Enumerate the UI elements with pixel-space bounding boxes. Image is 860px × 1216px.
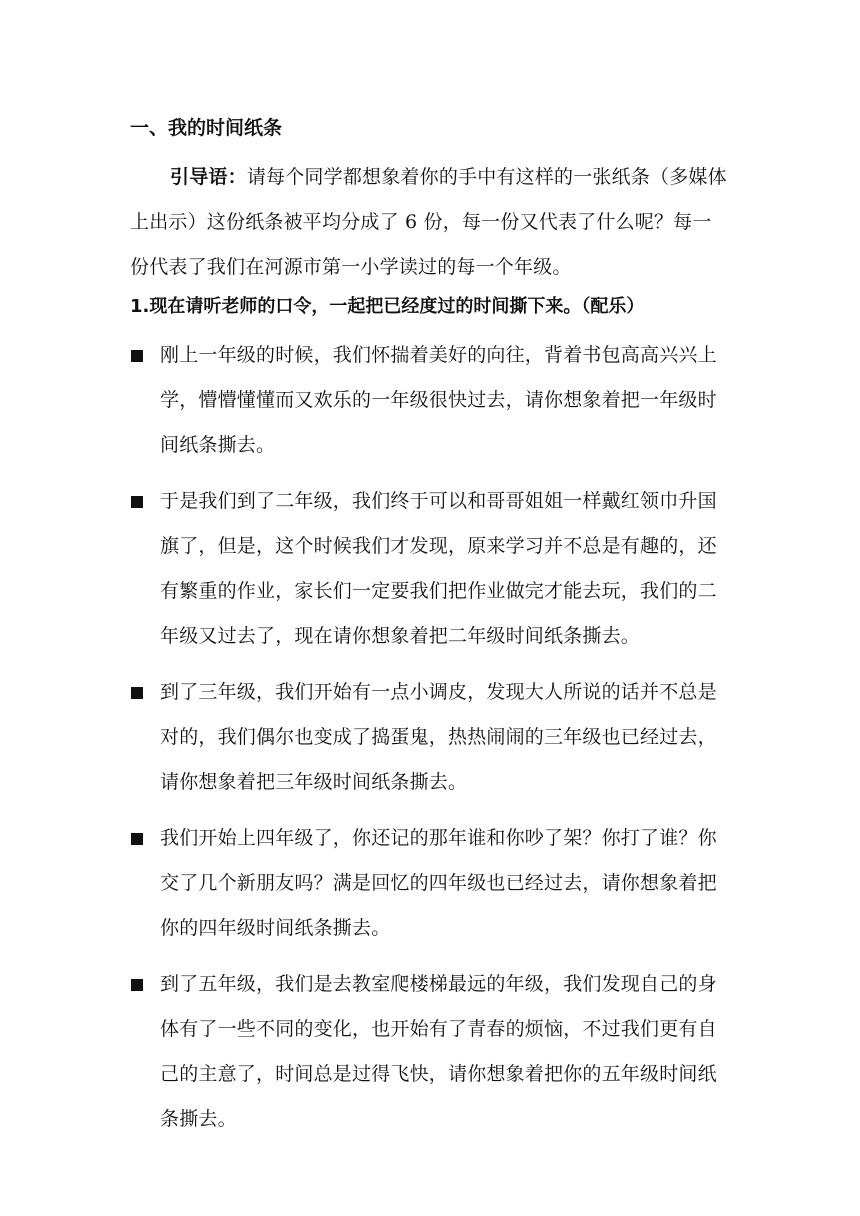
step-heading: 1.现在请听老师的口令，一起把已经度过的时间撕下来。（配乐）	[130, 296, 645, 317]
intro-paragraph	[130, 155, 730, 290]
list-item	[130, 962, 730, 1142]
square-bullet-icon	[131, 979, 143, 991]
square-bullet-icon	[131, 496, 143, 508]
square-bullet-icon	[131, 687, 143, 699]
list-item	[130, 479, 730, 659]
list-item	[130, 333, 730, 468]
intro-text: 请每个同学都想象着你的手中有这样的一张纸条（多媒体上出示）这份纸条被平均分成了 6 份，每一份又代表了什么呢？每一份代表了我们在河源市第一小学读过的每一个年级。	[130, 166, 727, 278]
square-bullet-icon	[131, 350, 143, 362]
bullet-list	[130, 333, 730, 1153]
list-item-text: 刚上一年级的时候，我们怀揣着美好的向往，背着书包高高兴兴上学，懵懵懂懂而又欢乐的一年级很快过去，请你想象着把一年级时间纸条撕去。	[160, 344, 717, 456]
list-item-text: 我们开始上四年级了，你还记的那年谁和你吵了架？你打了谁？你交了几个新朋友吗？满是回忆的四年级也已经过去，请你想象着把你的四年级时间纸条撕去。	[160, 827, 717, 939]
list-item-text: 到了三年级，我们开始有一点小调皮，发现大人所说的话并不总是对的，我们偶尔也变成了捣蛋鬼，热热闹闹的三年级也已经过去，请你想象着把三年级时间纸条撕去。	[160, 681, 717, 793]
list-item-text: 于是我们到了二年级，我们终于可以和哥哥姐姐一样戴红领巾升国旗了，但是，这个时候我们才发现，原来学习并不总是有趣的，还有繁重的作业，家长们一定要我们把作业做完才能去玩，我们的二年级又过去了，现在请你想象着把二年级时间纸条撕去。	[160, 490, 717, 647]
square-bullet-icon	[131, 833, 143, 845]
list-item	[130, 670, 730, 805]
list-item	[130, 816, 730, 951]
intro-lead: 引导语：	[170, 166, 247, 188]
section-heading: 一、我的时间纸条	[130, 117, 283, 139]
list-item-text: 到了五年级，我们是去教室爬楼梯最远的年级，我们发现自己的身体有了一些不同的变化，也开始有了青春的烦恼，不过我们更有自己的主意了，时间总是过得飞快，请你想象着把你的五年级时间纸条撕去。	[160, 973, 717, 1130]
